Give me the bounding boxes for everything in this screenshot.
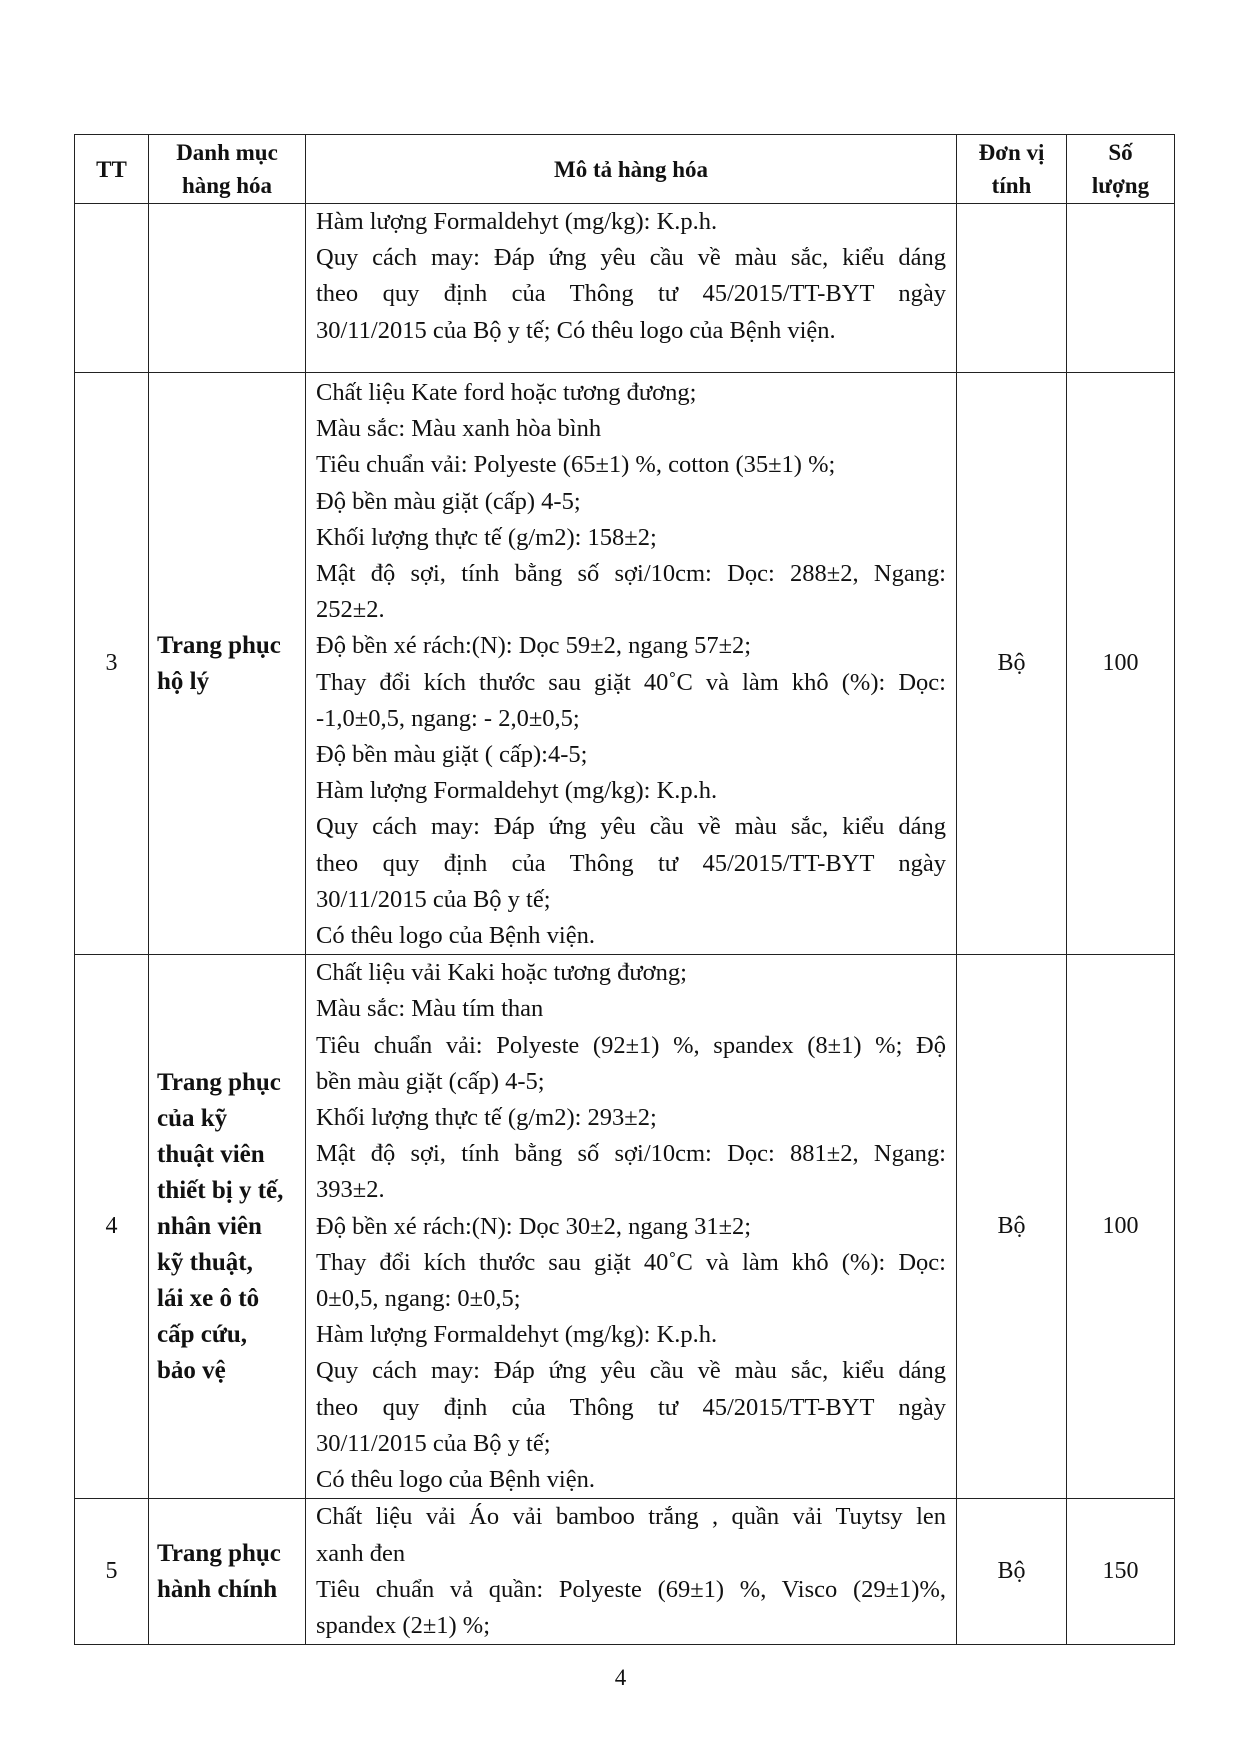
- row-tt: [75, 204, 149, 373]
- row-unit: Bộ: [957, 955, 1067, 1499]
- row-category: [149, 204, 306, 373]
- row-category: Trang phục hộ lý: [149, 373, 306, 955]
- table-row: [75, 955, 1175, 1499]
- row-unit: Bộ: [957, 1499, 1067, 1645]
- row-quantity: [1067, 204, 1175, 373]
- row-quantity: 150: [1067, 1499, 1175, 1645]
- row-description: Chất liệu Kate ford hoặc tương đương; Màu sắc: Màu xanh hòa bình Tiêu chuẩn vải: Polyeste (65±1) %, cotton (35±1) %; Độ bền màu giặt (cấp) 4-5; Khối lượng thực tế (g/m2): 158±2; Mật độ sợi, tính bằng số sợi/10cm: Dọc: 288±2, Ngang: 252±2. Độ bền xé rách:(N): Dọc 59±2, ngang 57±2; Thay đổi kích thước sau giặt 40˚C và làm khô (%): Dọc: -1,0±0,5, ngang: - 2,0±0,5; Độ bền màu giặt ( cấp):4-5; Hàm lượng Formaldehyt (mg/kg): K.p.h. Quy cách may: Đáp ứng yêu cầu về màu sắc, kiểu dáng theo quy định của Thông tư 45/2015/TT-BYT ngày 30/11/2015 của Bộ y tế; Có thêu logo của Bệnh viện.: [306, 373, 957, 955]
- header-tt: TT: [75, 135, 149, 204]
- row-tt: 5: [75, 1499, 149, 1645]
- row-quantity: 100: [1067, 955, 1175, 1499]
- row-quantity: 100: [1067, 373, 1175, 955]
- row-unit: Bộ: [957, 373, 1067, 955]
- goods-table: [74, 134, 1175, 1645]
- header-unit: Đơn vị tính: [957, 135, 1067, 204]
- row-description: Hàm lượng Formaldehyt (mg/kg): K.p.h. Quy cách may: Đáp ứng yêu cầu về màu sắc, kiểu dáng theo quy định của Thông tư 45/2015/TT-BYT ngày 30/11/2015 của Bộ y tế; Có thêu logo của Bệnh viện.: [306, 204, 957, 373]
- row-unit: [957, 204, 1067, 373]
- page-number: 4: [614, 1665, 627, 1690]
- row-description: Chất liệu vải Kaki hoặc tương đương; Màu sắc: Màu tím than Tiêu chuẩn vải: Polyeste (92±1) %, spandex (8±1) %; Độ bền màu giặt (cấp) 4-5; Khối lượng thực tế (g/m2): 293±2; Mật độ sợi, tính bằng số sợi/10cm: Dọc: 881±2, Ngang: 393±2. Độ bền xé rách:(N): Dọc 30±2, ngang 31±2; Thay đổi kích thước sau giặt 40˚C và làm khô (%): Dọc: 0±0,5, ngang: 0±0,5; Hàm lượng Formaldehyt (mg/kg): K.p.h. Quy cách may: Đáp ứng yêu cầu về màu sắc, kiểu dáng theo quy định của Thông tư 45/2015/TT-BYT ngày 30/11/2015 của Bộ y tế; Có thêu logo của Bệnh viện.: [306, 955, 957, 1499]
- table-row: [75, 1499, 1175, 1645]
- header-description: Mô tả hàng hóa: [306, 135, 957, 204]
- table-row: [75, 204, 1175, 373]
- table-header-row: [75, 135, 1175, 204]
- row-description: Chất liệu vải Áo vải bamboo trắng , quần vải Tuytsy len xanh đen Tiêu chuẩn vả quần: Polyeste (69±1) %, Visco (29±1)%, spandex (2±1) %;: [306, 1499, 957, 1645]
- row-tt: 3: [75, 373, 149, 955]
- header-quantity: Số lượng: [1067, 135, 1175, 204]
- table-row: [75, 373, 1175, 955]
- row-tt: 4: [75, 955, 149, 1499]
- header-category: Danh mục hàng hóa: [149, 135, 306, 204]
- row-category: Trang phục hành chính: [149, 1499, 306, 1645]
- row-category: Trang phục của kỹ thuật viên thiết bị y tế, nhân viên kỹ thuật, lái xe ô tô cấp cứu, bảo vệ: [149, 955, 306, 1499]
